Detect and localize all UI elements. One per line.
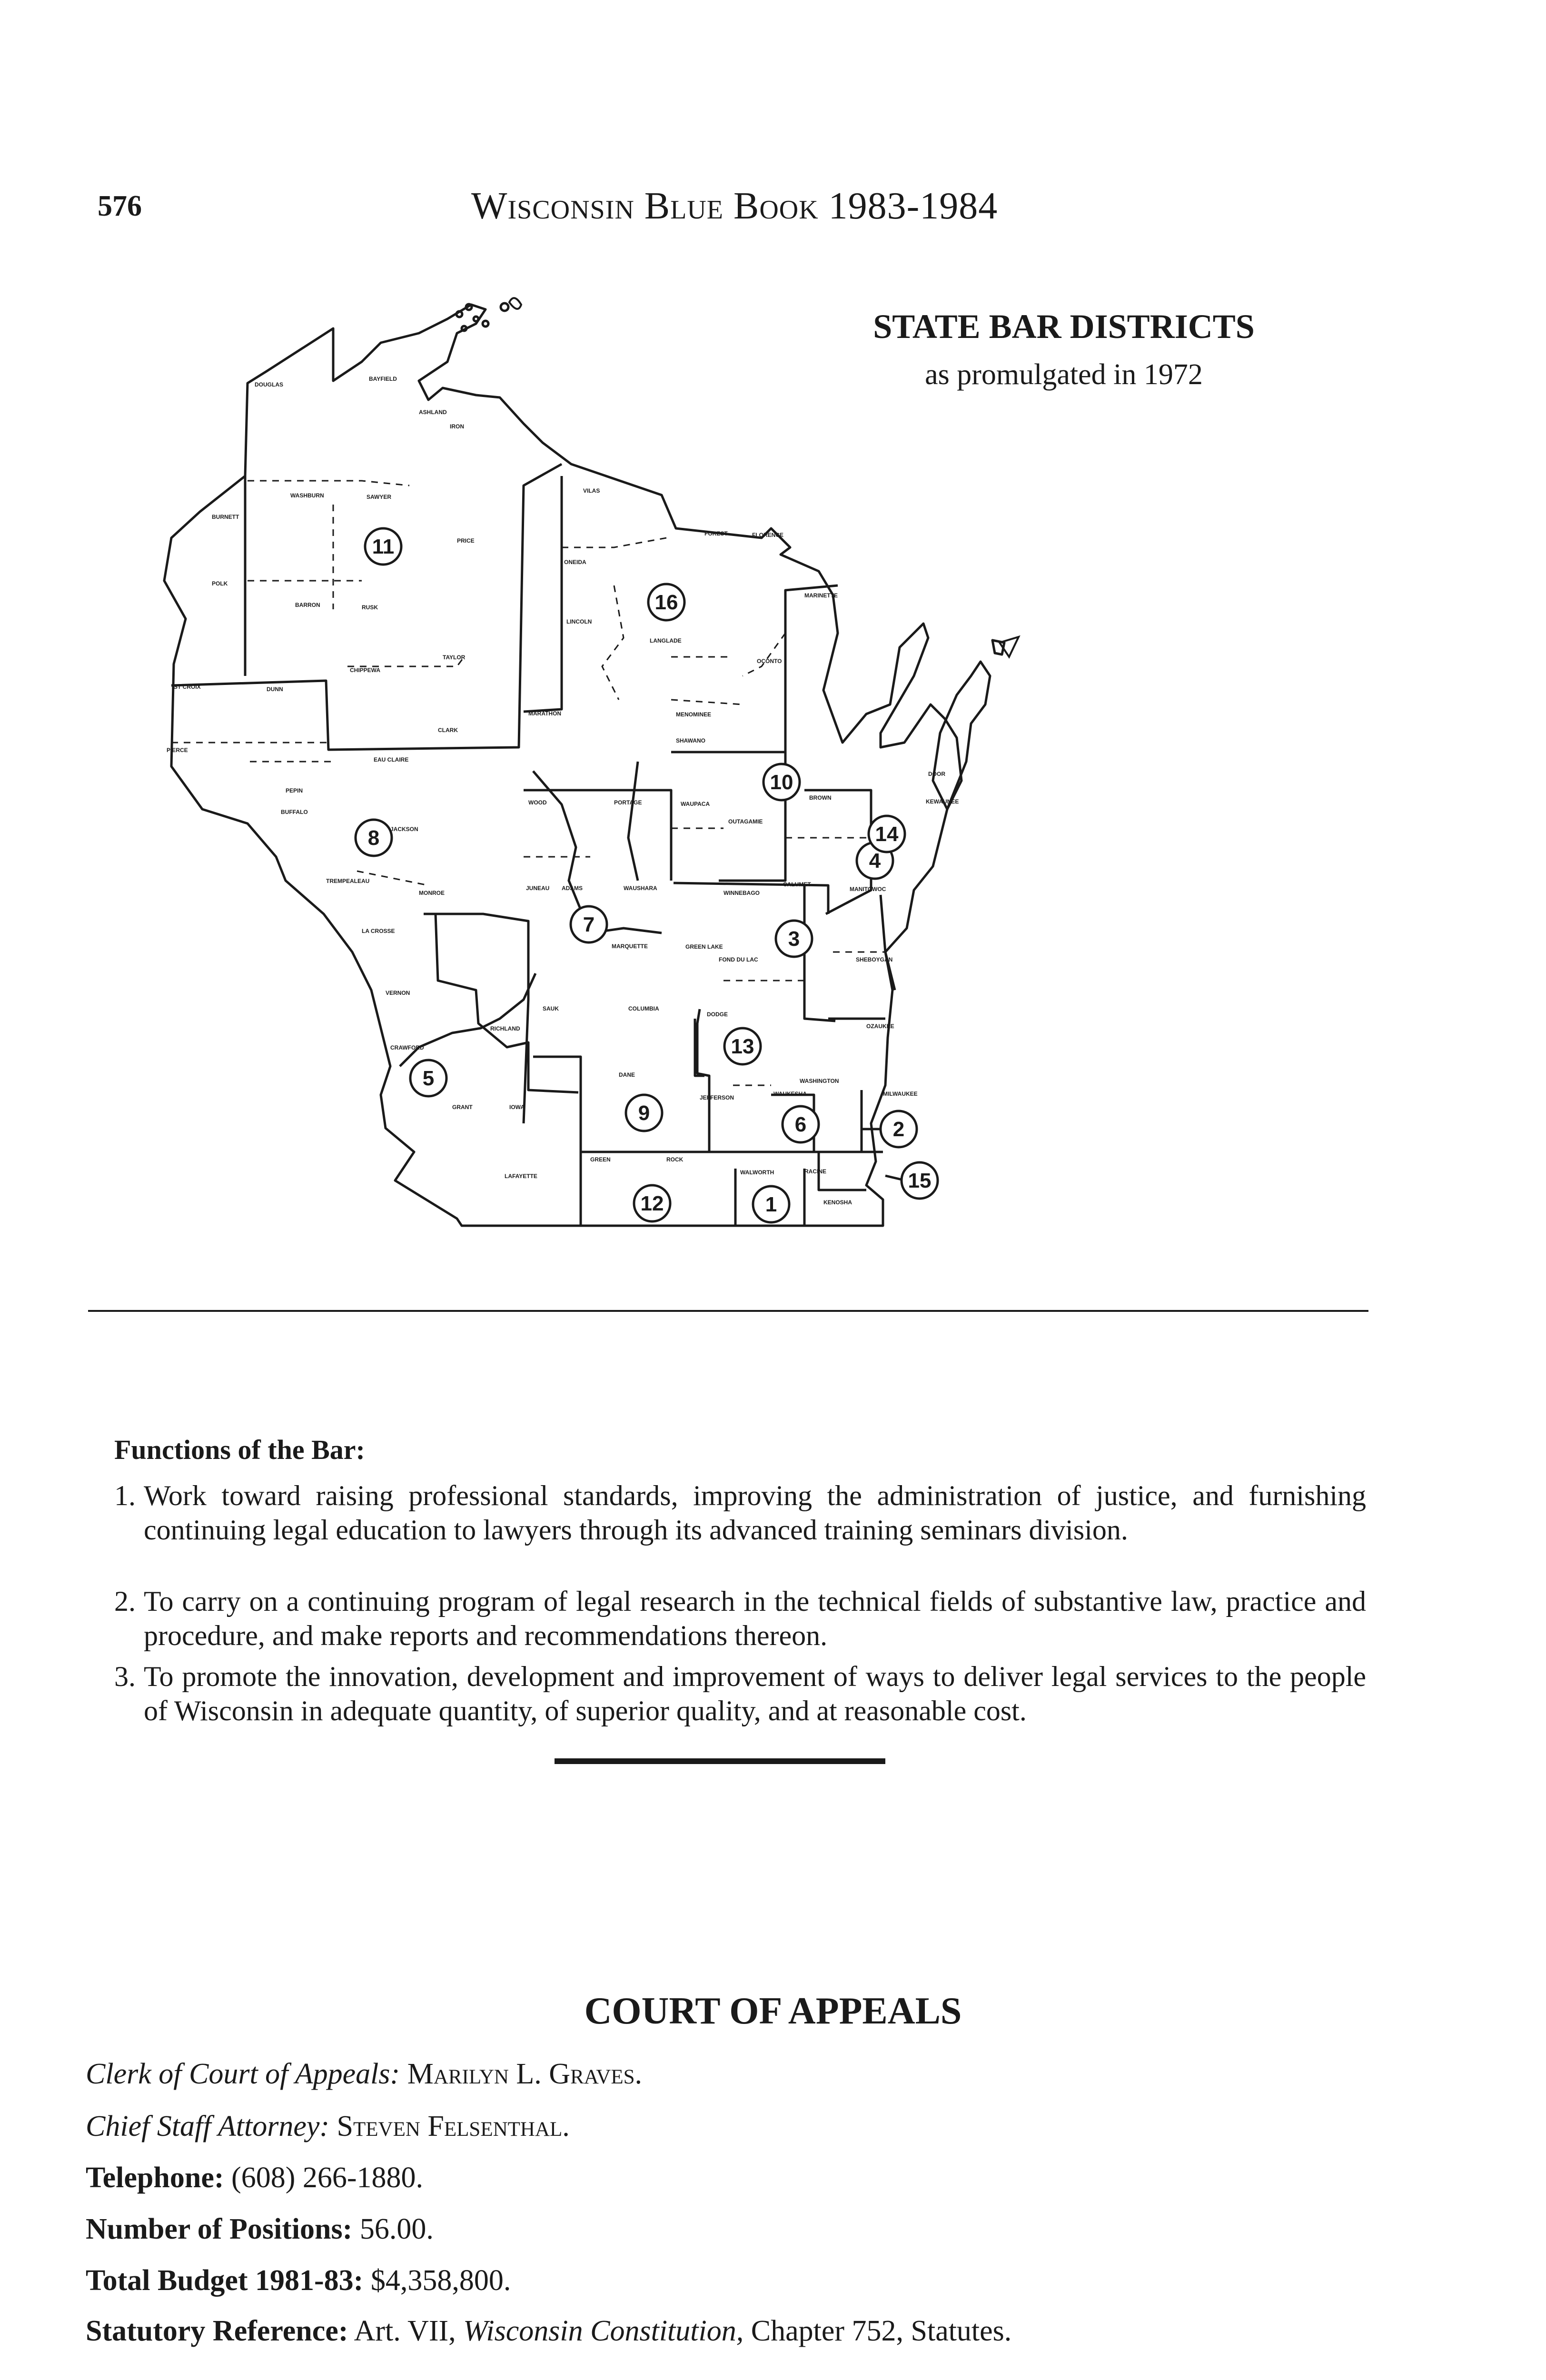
county-label: ASHLAND [419,409,447,416]
county-label: SAUK [543,1005,559,1012]
county-label: MENOMINEE [676,711,712,718]
district-number: 4 [869,849,881,873]
function-item-text: To carry on a continuing program of legal research in the technical fields of substantive law, practice and procedure, and make reports and recommendations thereon. [144,1586,1366,1651]
map-title: STATE BAR DISTRICTS [873,307,1255,346]
county-label: LINCOLN [566,618,592,625]
county-label: LANGLADE [650,637,682,644]
county-label: WALWORTH [740,1169,774,1176]
county-label: ROCK [666,1156,684,1163]
district-number: 3 [788,927,800,951]
county-label: DANE [619,1071,635,1078]
door-peninsula [933,662,990,809]
county-label: JEFFERSON [700,1094,734,1101]
county-label: PRICE [457,537,475,544]
district-number: 10 [770,771,793,794]
county-label: CHIPPEWA [350,667,381,674]
county-label: ADAMS [562,885,583,892]
running-head: Wisconsin Blue Book 1983-1984 [471,185,998,227]
county-label: BURNETT [212,514,239,520]
county-label: PORTAGE [614,799,642,806]
county-label: BROWN [809,794,832,801]
district-number: 8 [367,826,380,850]
district-number: 6 [794,1113,807,1136]
function-item-number: 2. [114,1586,136,1617]
district-number: 5 [422,1067,435,1090]
district-number: 9 [638,1101,650,1125]
county-label: FOREST [704,530,728,537]
county-label: PEPIN [286,787,303,794]
section-divider [555,1758,885,1764]
clerk-label: Clerk of Court of Appeals: [86,2058,400,2090]
county-label: IOWA [509,1104,525,1111]
county-label: MARQUETTE [612,943,648,950]
positions-value: 56.00. [359,2213,434,2245]
county-label: BAYFIELD [369,376,397,382]
county-label: RACINE [804,1168,827,1175]
county-label: BUFFALO [281,809,308,815]
county-label: LAFAYETTE [505,1173,537,1180]
functions-heading: Functions of the Bar: [114,1434,365,1465]
budget-line [86,2264,511,2298]
county-label: DOOR [928,771,945,777]
staff-attorney-line [86,2110,570,2143]
statutory-line [86,2314,1011,2348]
county-label: OZAUKEE [866,1023,894,1030]
county-label: KENOSHA [823,1199,852,1206]
clerk-name: Marilyn L. Graves. [407,2058,643,2090]
county-label: JACKSON [390,826,418,833]
county-label: ONEIDA [564,559,586,565]
county-label: COLUMBIA [628,1005,659,1012]
district-number: 7 [583,913,595,936]
staff-attorney-label: Chief Staff Attorney: [86,2110,330,2142]
county-label: WOOD [528,799,547,806]
wisconsin-bar-districts-map [143,290,1047,1285]
function-item [114,1478,1366,1547]
telephone-label: Telephone: [86,2162,224,2194]
county-label: GRANT [452,1104,473,1111]
county-label: VERNON [386,990,410,996]
county-label: GREEN LAKE [685,943,723,950]
county-label: TREMPEALEAU [326,878,370,884]
county-label: SHAWANO [676,737,706,744]
county-label: DUNN [267,686,283,693]
county-label: FLORENCE [752,532,783,538]
statutory-article: Art. VII, [354,2315,456,2347]
district-number: 13 [731,1035,754,1058]
county-label: WAUSHARA [624,885,657,892]
court-of-appeals-heading: COURT OF APPEALS [584,1990,962,2032]
statutory-label: Statutory Reference: [86,2315,348,2347]
county-label: SAWYER [367,494,392,500]
county-label: CRAWFORD [390,1044,424,1051]
function-item [114,1659,1366,1728]
county-label: VILAS [583,487,600,494]
function-item [114,1584,1366,1653]
county-label: LA CROSSE [362,928,395,934]
district-number: 16 [654,591,678,614]
positions-line [86,2212,434,2246]
budget-value: $4,358,800. [370,2264,511,2297]
county-label: PIERCE [167,747,188,754]
function-item-number: 3. [114,1661,136,1692]
county-label: MARINETTE [804,592,838,599]
page-number: 576 [98,190,142,222]
county-label: DOUGLAS [255,381,283,388]
county-label: WINNEBAGO [723,890,760,896]
county-label: MILWAUKEE [883,1091,918,1097]
county-label: IRON [450,423,464,430]
county-label: RICHLAND [490,1025,520,1032]
county-label: OCONTO [757,658,782,664]
county-label: CALUMET [783,881,811,888]
county-label: GREEN [590,1156,611,1163]
positions-label: Number of Positions: [86,2213,353,2245]
county-label: FOND DU LAC [719,956,758,963]
district-number: 2 [892,1118,905,1141]
county-label: WAUKESHA [773,1091,807,1097]
county-label: EAU CLAIRE [374,756,409,763]
budget-label: Total Budget 1981-83: [86,2264,364,2297]
function-item-number: 1. [114,1480,136,1511]
district-number: 14 [875,823,899,846]
function-item-text: Work toward raising professional standards, improving the administration of justice, and furnishing continuing legal education to lawyers through its advanced training seminars division. [144,1480,1366,1546]
county-label: MARATHON [528,710,562,717]
county-label: CLARK [438,727,458,734]
district-number: 11 [372,535,395,558]
horizontal-rule [88,1310,1368,1312]
leader-line [885,1176,902,1180]
county-label: WASHINGTON [800,1078,839,1084]
county-label: SHEBOYGAN [856,956,893,963]
county-label: OUTAGAMIE [728,818,763,825]
map-subtitle: as promulgated in 1972 [925,358,1203,391]
statutory-chapter: Chapter 752, Statutes. [751,2315,1012,2347]
county-label: ST CROIX [174,684,201,690]
county-label: DODGE [707,1011,728,1018]
district-number: 1 [765,1193,777,1216]
district-number: 15 [908,1169,932,1192]
district-number: 12 [640,1192,664,1215]
county-label: WASHBURN [290,492,324,499]
county-label: WAUPACA [681,801,710,807]
county-label: MANITOWOC [850,886,886,892]
function-item-text: To promote the innovation, development and improvement of ways to deliver legal services to the people of Wisconsin in adequate quantity, of superior quality, and at reasonable cost. [144,1661,1366,1726]
clerk-line [86,2057,642,2091]
county-label: TAYLOR [443,654,466,661]
staff-attorney-name: Steven Felsenthal. [337,2110,570,2142]
telephone-value: (608) 266-1880. [231,2162,423,2194]
telephone-line [86,2161,423,2195]
county-label: JUNEAU [526,885,550,892]
county-label: BARRON [295,602,320,608]
county-label: POLK [212,580,228,587]
county-label: RUSK [362,604,378,611]
county-label: MONROE [419,890,445,896]
statutory-constitution: Wisconsin Constitution, [463,2315,744,2347]
county-label: KEWAUNEE [926,798,959,805]
state-outline [164,305,961,1226]
